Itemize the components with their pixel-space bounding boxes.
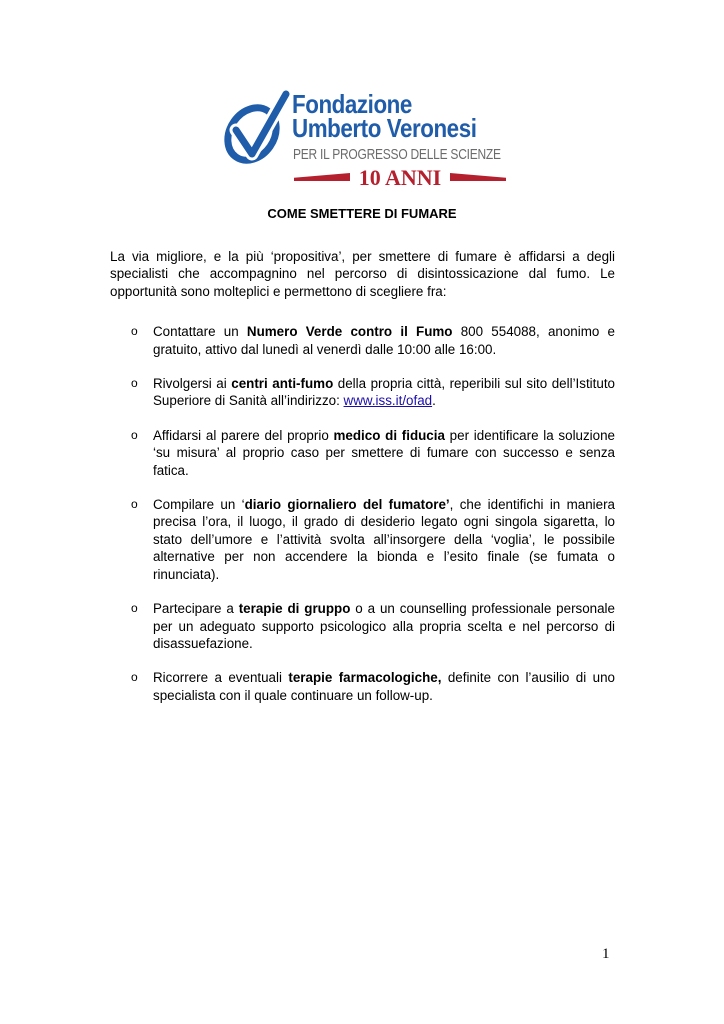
item-text: Partecipare a <box>153 601 239 617</box>
iss-ofad-link[interactable]: www.iss.it/ofad <box>343 393 433 409</box>
checkmark-emblem-icon <box>222 88 294 170</box>
logo-name-line2: Umberto Veronesi <box>292 113 477 143</box>
list-item <box>110 375 615 410</box>
item-bold-text: medico di fiducia <box>333 427 445 443</box>
item-text: . <box>432 393 436 409</box>
item-text: o a un counselling professionale personale per un adeguato supporto psicologico alla propria scelta e nel percorso di disassuefazione. <box>153 601 615 651</box>
banner-bar-right <box>450 173 506 181</box>
bullet-marker: o <box>131 601 138 616</box>
anniversary-banner <box>294 165 506 190</box>
list-item <box>110 496 615 583</box>
item-bold-text: centri anti-fumo <box>231 376 334 392</box>
banner-bar-left <box>294 173 350 181</box>
item-bold-text: diario giornaliero del fumatore’ <box>244 497 450 513</box>
bullet-marker: o <box>131 497 138 512</box>
list-item <box>110 323 615 358</box>
bullet-marker: o <box>131 427 138 442</box>
bullet-marker: o <box>131 376 138 391</box>
intro-paragraph: La via migliore, e la più ‘propositiva’, per smettere di fumare è affidarsi a degli specialisti che accompagnino nel percorso di disintossicazione dal fumo. Le opportunità sono molteplici e permettono di scegliere fra: <box>110 249 615 299</box>
logo-name-line1: Fondazione <box>292 89 412 119</box>
item-text: per identificare la soluzione ‘su misura’ al proprio caso per smettere di fumare con successo e senza fatica. <box>153 427 616 478</box>
bullet-marker: o <box>131 670 138 685</box>
page-number: 1 <box>602 946 610 962</box>
item-text: Ricorrere a eventuali <box>153 670 289 686</box>
item-text: Contattare un <box>153 324 247 340</box>
foundation-logo <box>222 84 506 190</box>
anniversary-text: 10 ANNI <box>358 165 442 190</box>
item-text: 800 554088, anonimo e gratuito, attivo dal lunedì al venerdì dalle 10:00 alle 16:00. <box>153 324 615 357</box>
item-text: Compilare un ‘ <box>153 497 245 513</box>
options-list <box>110 323 615 704</box>
item-text: , che identifichi in maniera precisa l’ora, il luogo, il grado di desiderio legato ogni singola sigaretta, lo stato dell’umore e l’attività svolta all’insorgere della ‘voglia’, le possibile alternative per non accendere la bionda e l’esito finale (se fumata o rinunciata). <box>153 497 615 582</box>
list-item <box>110 600 615 652</box>
item-text: Affidarsi al parere del proprio <box>153 427 334 443</box>
item-text: definite con l’ausilio di uno specialista con il quale continuare un follow-up. <box>153 670 615 703</box>
item-text: della propria città, reperibili sul sito dell’Istituto Superiore di Sanità all’indirizzo: <box>153 376 615 409</box>
list-item <box>110 669 615 704</box>
item-bold-text: terapie farmacologiche, <box>288 670 442 686</box>
item-bold-text: Numero Verde contro il Fumo <box>246 324 453 340</box>
logo-tagline: PER IL PROGRESSO DELLE SCIENZE <box>293 146 501 163</box>
list-item <box>110 427 615 479</box>
item-bold-text: terapie di gruppo <box>238 601 351 617</box>
document-title: COME SMETTERE DI FUMARE <box>267 206 457 221</box>
bullet-marker: o <box>131 324 138 339</box>
document-body <box>110 248 615 721</box>
item-text: Rivolgersi ai <box>153 376 232 392</box>
